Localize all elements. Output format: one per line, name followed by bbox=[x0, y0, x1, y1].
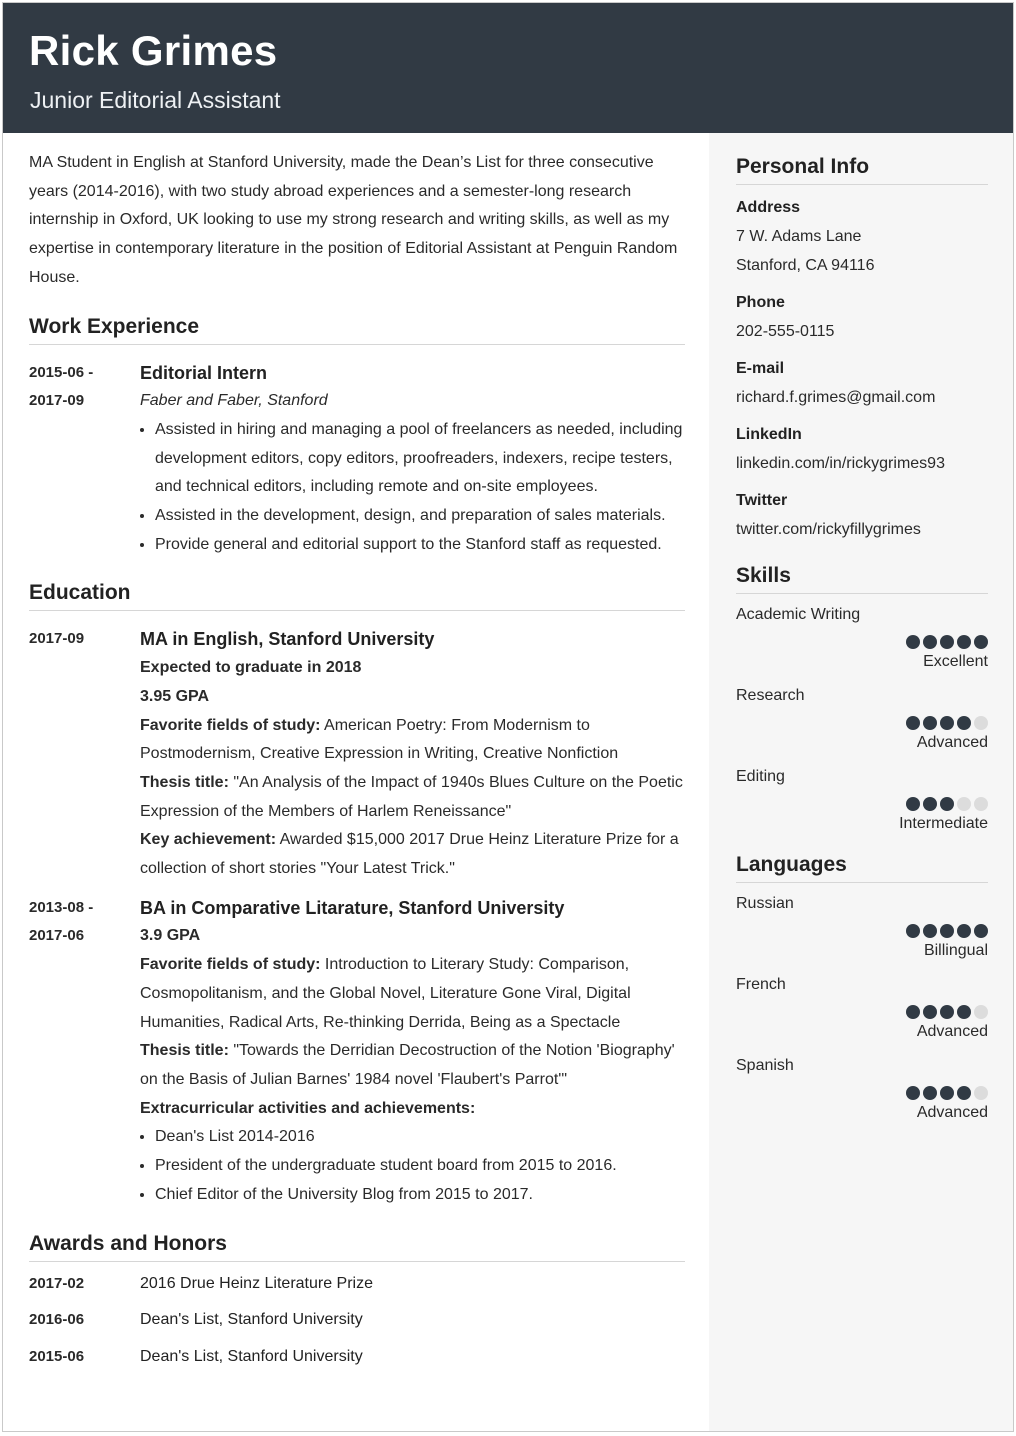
favorite-fields-value: American Poetry: From Modernism to Postmodernism, Creative Expression in Writing, Creative Nonfiction bbox=[140, 716, 619, 763]
rating-dots bbox=[736, 1005, 988, 1019]
phone-value: 202-555-0115 bbox=[736, 323, 835, 340]
rating-dot-filled bbox=[923, 1086, 937, 1100]
section-title-work: Work Experience bbox=[29, 315, 685, 345]
education-entry-date bbox=[29, 894, 140, 1210]
section-title-languages: Languages bbox=[736, 853, 988, 883]
proficiency-level: Excellent bbox=[923, 653, 988, 670]
education-entry-body bbox=[140, 625, 685, 883]
date-start: 2015-06 - bbox=[29, 363, 94, 381]
job-bullets bbox=[140, 416, 685, 560]
rating-dot-filled bbox=[957, 1005, 971, 1019]
rating-dot-filled bbox=[923, 924, 937, 938]
list-item: • Assisted in the development, design, and preparation of sales materials. bbox=[155, 502, 685, 531]
rating-dot-filled bbox=[906, 797, 920, 811]
graduation-note: Expected to graduate in 2018 bbox=[140, 659, 362, 677]
candidate-title: Junior Editorial Assistant bbox=[30, 87, 281, 113]
date-start: 2017-09 bbox=[29, 630, 85, 648]
favorite-fields-value: Introduction to Literary Study: Comparison, Cosmopolitanism, and the Global Novel, Literature Gone Viral, Digital Humanities, Radical Arts, Re-thinking Derrida, Being as a Spectacle bbox=[140, 956, 631, 1031]
rating-dot-filled bbox=[906, 635, 920, 649]
rating-dot-filled bbox=[940, 1005, 954, 1019]
key-achievement-value: Awarded $15,000 2017 Drue Heinz Literature Prize for a collection of short stories "Your Latest Trick." bbox=[140, 831, 679, 878]
key-achievement-label: Key achievement: bbox=[140, 831, 277, 849]
skill-name: Editing bbox=[736, 768, 785, 785]
favorite-fields-label: Favorite fields of study: bbox=[140, 956, 321, 974]
linkedin-value: linkedin.com/in/rickygrimes93 bbox=[736, 455, 945, 472]
resume-header bbox=[3, 3, 1013, 133]
award-text: 2016 Drue Heinz Literature Prize bbox=[140, 1274, 374, 1292]
skill-item bbox=[736, 601, 988, 675]
section-title-personal-info: Personal Info bbox=[736, 155, 988, 185]
proficiency-level: Advanced bbox=[916, 1023, 988, 1040]
award-date: 2017-02 bbox=[29, 1274, 85, 1292]
thesis bbox=[140, 769, 685, 826]
rating-dot-filled bbox=[940, 716, 954, 730]
gpa: 3.9 GPA bbox=[140, 927, 201, 945]
key-achievement bbox=[140, 826, 685, 883]
rating-dot-filled bbox=[940, 635, 954, 649]
rating-dot-filled bbox=[974, 924, 988, 938]
language-name: French bbox=[736, 976, 786, 993]
rating-dot-filled bbox=[923, 635, 937, 649]
award-text: Dean's List, Stanford University bbox=[140, 1347, 363, 1365]
rating-dot-filled bbox=[957, 1086, 971, 1100]
list-item: • Provide general and editorial support to the Stanford staff as requested. bbox=[155, 531, 685, 560]
date-end: 2017-06 bbox=[29, 927, 85, 945]
thesis-label: Thesis title: bbox=[140, 1042, 229, 1060]
award-date: 2016-06 bbox=[29, 1311, 85, 1329]
education-entry-body bbox=[140, 894, 685, 1210]
rating-dot-filled bbox=[906, 924, 920, 938]
skills-list bbox=[736, 601, 988, 837]
section-title-education: Education bbox=[29, 581, 685, 611]
rating-dot-filled bbox=[957, 635, 971, 649]
rating-dot-empty bbox=[974, 716, 988, 730]
email-value: richard.f.grimes@gmail.com bbox=[736, 389, 936, 406]
work-entry bbox=[29, 359, 685, 560]
rating-dot-empty bbox=[974, 1005, 988, 1019]
skill-name: Academic Writing bbox=[736, 606, 861, 623]
skill-name: Research bbox=[736, 687, 805, 704]
rating-dots bbox=[736, 635, 988, 649]
rating-dot-filled bbox=[940, 924, 954, 938]
rating-dot-filled bbox=[923, 1005, 937, 1019]
resume-page bbox=[2, 2, 1014, 1432]
address-line-2: Stanford, CA 94116 bbox=[736, 257, 875, 274]
rating-dots bbox=[736, 1086, 988, 1100]
summary-text: MA Student in English at Stanford University, made the Dean’s List for three consecutive years (2014-2016), with two study abroad experiences and a semester-long research internship in Oxford, UK looking to use my strong research and writing skills, as well as my expertise in contemporary literature in the position of Editorial Assistant at Penguin Random House. bbox=[29, 154, 678, 286]
rating-dot-filled bbox=[923, 797, 937, 811]
address-line-1: 7 W. Adams Lane bbox=[736, 228, 862, 245]
thesis bbox=[140, 1037, 685, 1094]
rating-dot-filled bbox=[906, 716, 920, 730]
favorite-fields-label: Favorite fields of study: bbox=[140, 716, 321, 734]
rating-dot-filled bbox=[940, 1086, 954, 1100]
language-item bbox=[736, 890, 988, 964]
candidate-name: Rick Grimes bbox=[29, 27, 278, 74]
rating-dots bbox=[736, 716, 988, 730]
address-label: Address bbox=[736, 199, 801, 216]
language-name: Russian bbox=[736, 895, 794, 912]
rating-dot-filled bbox=[923, 716, 937, 730]
phone-label: Phone bbox=[736, 294, 785, 311]
list-item: • President of the undergraduate student board from 2015 to 2016. bbox=[155, 1152, 685, 1181]
rating-dot-empty bbox=[974, 1086, 988, 1100]
extracurricular-bullets bbox=[140, 1123, 685, 1209]
date-end: 2017-09 bbox=[29, 392, 85, 410]
awards-list bbox=[29, 1270, 685, 1372]
work-entry-date bbox=[29, 359, 140, 560]
main-column bbox=[29, 133, 685, 1372]
rating-dot-filled bbox=[957, 716, 971, 730]
twitter-value: twitter.com/rickyfillygrimes bbox=[736, 521, 921, 538]
rating-dots bbox=[736, 924, 988, 938]
section-title-awards: Awards and Honors bbox=[29, 1232, 685, 1262]
rating-dot-filled bbox=[957, 924, 971, 938]
award-text: Dean's List, Stanford University bbox=[140, 1311, 363, 1329]
rating-dots bbox=[736, 797, 988, 811]
proficiency-level: Advanced bbox=[916, 1104, 988, 1121]
email-label: E-mail bbox=[736, 360, 785, 377]
award-row bbox=[29, 1306, 685, 1335]
rating-dot-empty bbox=[974, 797, 988, 811]
list-item: • Chief Editor of the University Blog from 2015 to 2017. bbox=[155, 1181, 685, 1210]
linkedin-label: LinkedIn bbox=[736, 426, 802, 443]
award-row bbox=[29, 1270, 685, 1299]
degree-title: BA in Comparative Litarature, Stanford University bbox=[140, 897, 565, 918]
extracurricular-label: Extracurricular activities and achievements: bbox=[140, 1099, 476, 1117]
education-entry bbox=[29, 894, 685, 1210]
rating-dot-filled bbox=[906, 1005, 920, 1019]
language-item bbox=[736, 1052, 988, 1126]
proficiency-level: Intermediate bbox=[899, 815, 988, 832]
list-item: • Assisted in hiring and managing a pool of freelancers as needed, including development editors, copy editors, proofreaders, indexers, recipe testers, and technical editors, including remote and on-site employees. bbox=[155, 416, 685, 502]
skill-item bbox=[736, 682, 988, 756]
skill-item bbox=[736, 763, 988, 837]
rating-dot-filled bbox=[940, 797, 954, 811]
job-company: Faber and Faber, Stanford bbox=[140, 392, 328, 410]
date-start: 2013-08 - bbox=[29, 898, 94, 916]
proficiency-level: Billingual bbox=[923, 942, 988, 959]
sidebar bbox=[709, 133, 1013, 1431]
sidebar-content bbox=[736, 133, 988, 1126]
favorite-fields bbox=[140, 712, 685, 769]
gpa: 3.95 GPA bbox=[140, 687, 210, 705]
language-name: Spanish bbox=[736, 1057, 794, 1074]
rating-dot-filled bbox=[974, 635, 988, 649]
list-item: • Dean's List 2014-2016 bbox=[155, 1123, 685, 1152]
proficiency-level: Advanced bbox=[916, 734, 988, 751]
award-date: 2015-06 bbox=[29, 1347, 85, 1365]
favorite-fields bbox=[140, 951, 685, 1037]
thesis-value: "Towards the Derridian Decostruction of the Notion 'Biography' on the Basis of Julian Barnes' 1984 novel 'Flaubert's Parrot'" bbox=[140, 1042, 675, 1088]
twitter-label: Twitter bbox=[736, 492, 788, 509]
work-entry-body bbox=[140, 359, 685, 560]
rating-dot-filled bbox=[906, 1086, 920, 1100]
thesis-label: Thesis title: bbox=[140, 773, 229, 791]
rating-dot-empty bbox=[957, 797, 971, 811]
degree-title: MA in English, Stanford University bbox=[140, 629, 435, 650]
job-role: Editorial Intern bbox=[140, 362, 268, 383]
language-item bbox=[736, 971, 988, 1045]
section-title-skills: Skills bbox=[736, 564, 988, 594]
award-row bbox=[29, 1343, 685, 1372]
education-entry-date bbox=[29, 625, 140, 883]
education-entry bbox=[29, 625, 685, 883]
languages-list bbox=[736, 890, 988, 1126]
thesis-value: "An Analysis of the Impact of 1940s Blues Culture on the Poetic Expression of the Members of Harlem Reneissance" bbox=[140, 773, 683, 820]
